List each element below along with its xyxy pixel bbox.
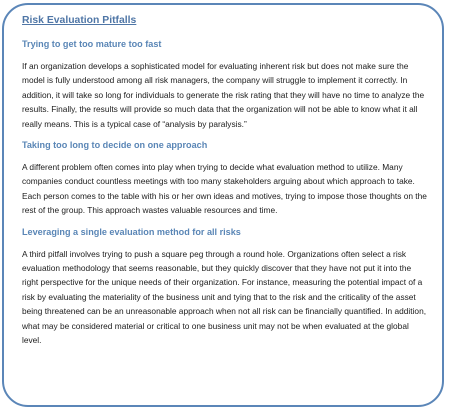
section-maturity (22, 38, 428, 131)
section-body: A different problem often comes into play when trying to decide what evaluation method to utilize. Many companies conduct countless meetings with too many stakeholders arguing about which approach to take. Each person comes to the table with his or her own ideas and motives, trying to impose those thoughts on the rest of the group. This approach wastes valuable resources and time. (22, 162, 427, 216)
section-heading: Leveraging a single evaluation method for all risks (22, 226, 241, 237)
section-heading: Taking too long to decide on one approach (22, 140, 208, 151)
document-title: Risk Evaluation Pitfalls (22, 15, 137, 26)
section-body: A third pitfall involves trying to push a square peg through a round hole. Organizations often select a risk evaluation methodology that seems reasonable, but they quickly discover that they have not put it into the right perspective for the unique needs of their organization. For instance, measuring the potential impact of a risk by evaluating the materiality of the business unit and tying that to the risk and the criticality of the asset being threatened can be an unreasonable approach when not all risk can be financially quantified. In addition, what may be considered material or critical to one business unit may not be when evaluated at the global level. (22, 248, 427, 346)
section-decision (22, 139, 428, 218)
document-card (2, 3, 444, 407)
section-heading: Trying to get too mature too fast (22, 39, 162, 49)
section-single-method (22, 226, 428, 348)
section-body: If an organization develops a sophisticated model for evaluating inherent risk but does not make sure the model is fully understood among all risk managers, the company will struggle to implement it correctly. In addition, it will take so long for individuals to generate the risk rating that they will have no time to analyze the results. Finally, the results will provide so much data that the organization will not be able to know what it all really means. This is a typical case of “analysis by paralysis.” (22, 61, 425, 129)
